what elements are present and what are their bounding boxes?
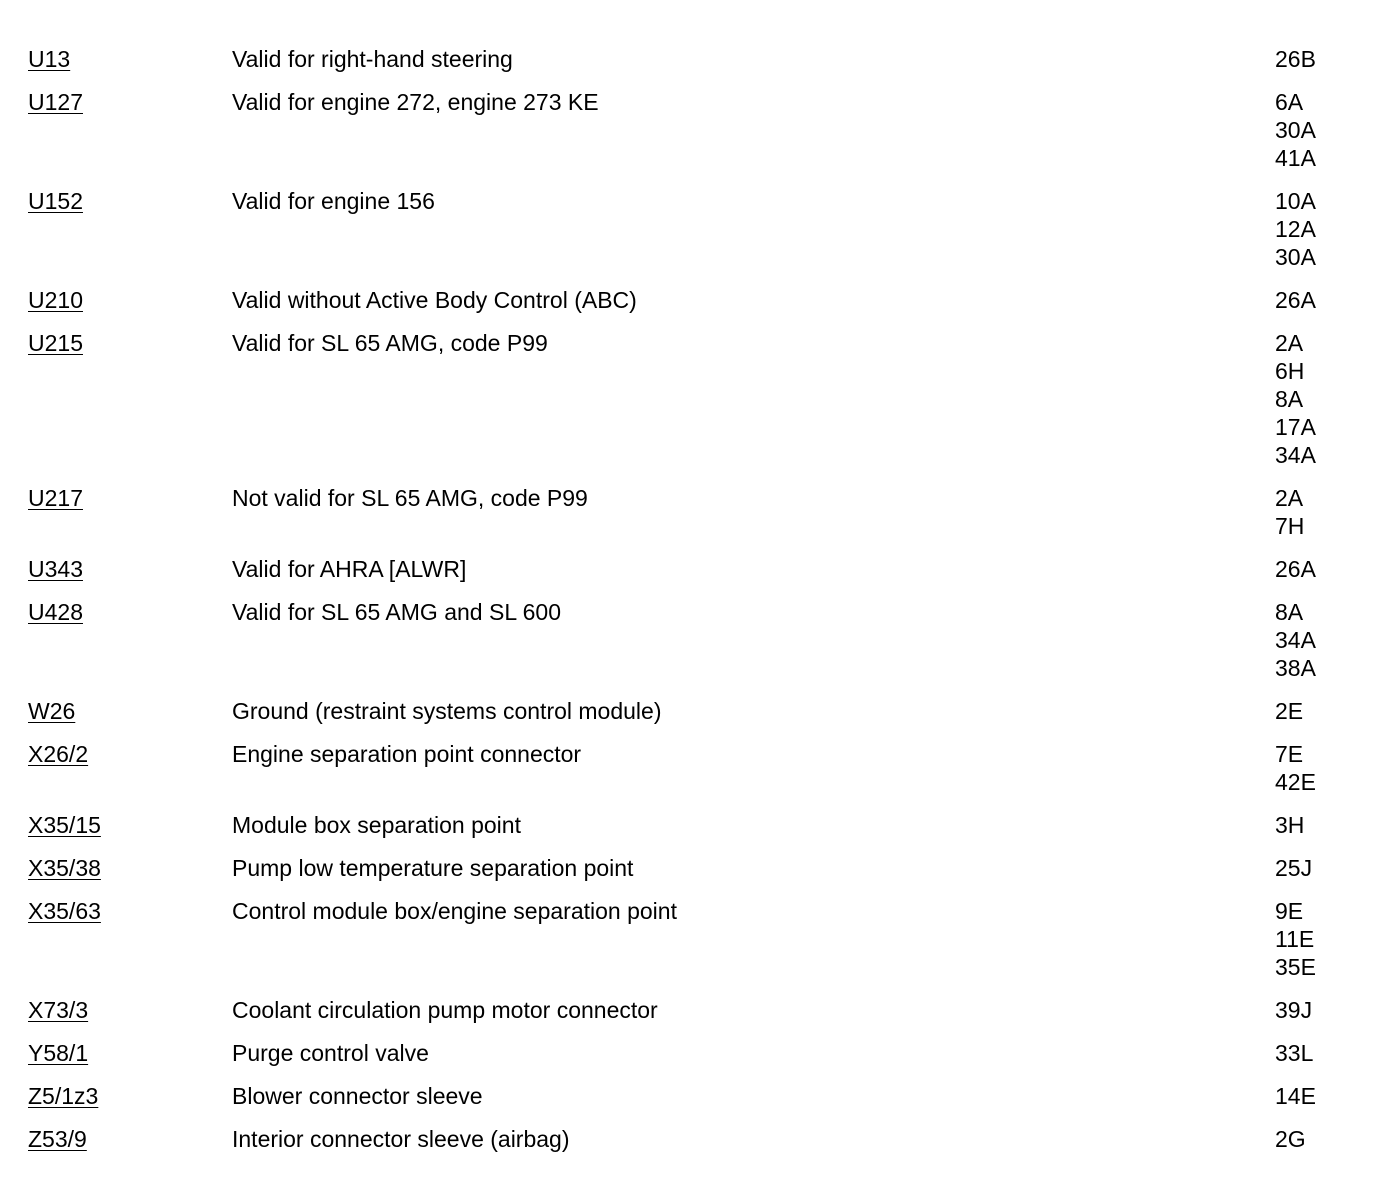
grid-references [1275, 1039, 1313, 1067]
grid-references [1275, 555, 1316, 583]
component-code-link[interactable]: U152 [28, 188, 83, 214]
grid-reference: 26A [1275, 556, 1316, 582]
component-code-link[interactable]: X35/38 [28, 855, 101, 881]
grid-reference: 2G [1275, 1126, 1306, 1152]
component-code-link[interactable]: U215 [28, 330, 83, 356]
component-code-link[interactable]: U210 [28, 287, 83, 313]
grid-reference: 2E [1275, 698, 1304, 724]
grid-reference: 35E [1275, 954, 1316, 980]
grid-references [1275, 1082, 1316, 1110]
component-description: Blower connector sleeve [232, 1083, 483, 1109]
grid-references [1275, 484, 1304, 540]
component-description: Purge control valve [232, 1040, 429, 1066]
component-description: Interior connector sleeve (airbag) [232, 1126, 570, 1152]
grid-reference: 8A [1275, 386, 1304, 412]
grid-reference: 38A [1275, 655, 1316, 681]
component-description: Ground (restraint systems control module) [232, 698, 662, 724]
component-code-link[interactable]: X73/3 [28, 997, 89, 1023]
grid-reference: 3H [1275, 812, 1305, 838]
component-code-link[interactable]: U127 [28, 89, 83, 115]
grid-reference: 25J [1275, 855, 1313, 881]
component-code-link[interactable]: U343 [28, 556, 83, 582]
component-code-link[interactable]: W26 [28, 698, 76, 724]
component-code-link[interactable]: X35/15 [28, 812, 101, 838]
grid-references [1275, 88, 1316, 172]
grid-reference: 2A [1275, 485, 1304, 511]
grid-reference: 34A [1275, 442, 1316, 468]
grid-reference: 6A [1275, 89, 1304, 115]
grid-reference: 26B [1275, 46, 1316, 72]
grid-reference: 11E [1275, 926, 1315, 952]
grid-reference: 2A [1275, 330, 1304, 356]
component-code-link[interactable]: X26/2 [28, 741, 89, 767]
grid-reference: 34A [1275, 627, 1316, 653]
grid-references [1275, 697, 1303, 725]
component-description: Valid for engine 156 [232, 188, 435, 214]
component-description: Pump low temperature separation point [232, 855, 634, 881]
grid-references [1275, 897, 1316, 981]
grid-references [1275, 811, 1304, 839]
component-code-link[interactable]: U428 [28, 599, 83, 625]
grid-reference: 14E [1275, 1083, 1316, 1109]
grid-reference: 41A [1275, 145, 1316, 171]
component-code-link[interactable]: Z53/9 [28, 1126, 87, 1152]
grid-reference: 10A [1275, 188, 1316, 214]
grid-reference: 7H [1275, 513, 1305, 539]
component-description: Control module box/engine separation point [232, 898, 677, 924]
grid-references [1275, 598, 1316, 682]
component-code-link[interactable]: X35/63 [28, 898, 101, 924]
component-code-link[interactable]: U13 [28, 46, 71, 72]
grid-reference: 33L [1275, 1040, 1314, 1066]
grid-references [1275, 854, 1312, 882]
component-description: Valid for engine 272, engine 273 KE [232, 89, 599, 115]
component-code-link[interactable]: Z5/1z3 [28, 1083, 99, 1109]
component-description: Coolant circulation pump motor connector [232, 997, 658, 1023]
grid-reference: 30A [1275, 117, 1316, 143]
grid-reference: 12A [1275, 216, 1316, 242]
component-description: Valid for SL 65 AMG, code P99 [232, 330, 548, 356]
grid-reference: 17A [1275, 414, 1316, 440]
grid-references [1275, 286, 1316, 314]
grid-references [1275, 187, 1316, 271]
component-description: Valid for SL 65 AMG and SL 600 [232, 599, 562, 625]
grid-reference: 8A [1275, 599, 1304, 625]
component-code-link[interactable]: Y58/1 [28, 1040, 89, 1066]
grid-reference: 26A [1275, 287, 1316, 313]
component-description: Module box separation point [232, 812, 521, 838]
component-description: Not valid for SL 65 AMG, code P99 [232, 485, 588, 511]
grid-references [1275, 329, 1316, 469]
grid-reference: 6H [1275, 358, 1305, 384]
component-description: Valid without Active Body Control (ABC) [232, 287, 637, 313]
grid-reference: 39J [1275, 997, 1313, 1023]
grid-references [1275, 1125, 1306, 1153]
component-description: Valid for right-hand steering [232, 46, 513, 72]
grid-references [1275, 996, 1312, 1024]
component-description: Engine separation point connector [232, 741, 582, 767]
component-code-link[interactable]: U217 [28, 485, 83, 511]
grid-reference: 30A [1275, 244, 1316, 270]
grid-references [1275, 45, 1316, 73]
grid-references [1275, 740, 1316, 796]
component-description: Valid for AHRA [ALWR] [232, 556, 467, 582]
grid-reference: 42E [1275, 769, 1316, 795]
grid-reference: 7E [1275, 741, 1304, 767]
grid-reference: 9E [1275, 898, 1304, 924]
